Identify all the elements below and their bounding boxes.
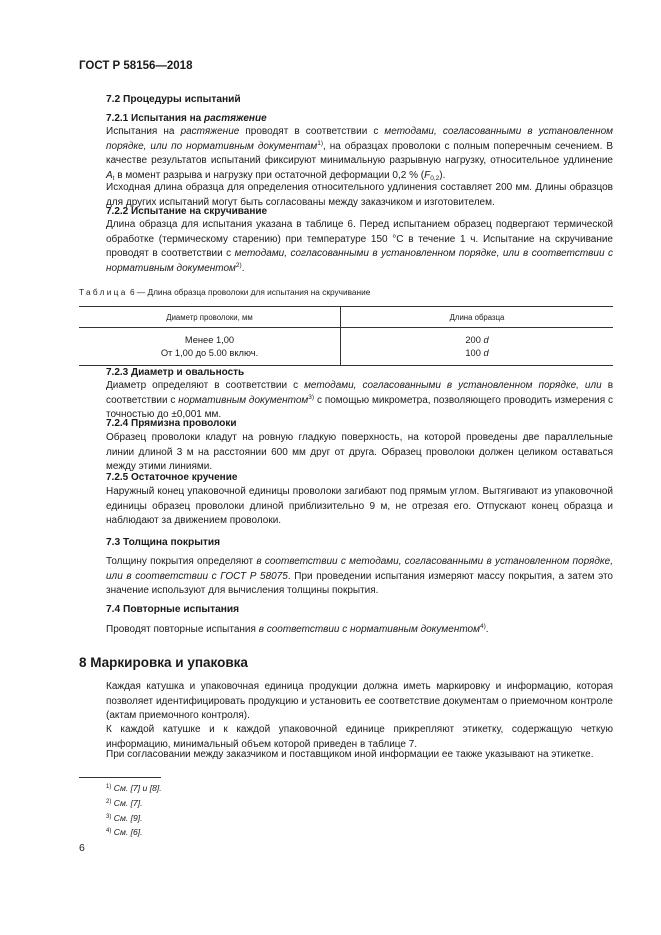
section-7-2-5-paragraph: Наружный конец упаковочной единицы проволоки загибают под прямым углом. Вытягивают из упаковочной единицы образец проволоки длиной приблизительно 9 м, не отрезая его. Отпускают конец образца и наблюдают за движением проволоки. xyxy=(106,486,613,526)
section-7-2-1-heading: 7.2.1 Испытания на растяжение xyxy=(106,113,267,124)
section-8-heading: 8 Маркировка и упаковка xyxy=(79,655,248,670)
section-7-2-4-paragraph: Образец проволоки кладут на ровную гладкую поверхность, на которой проведены две параллельные линии длиной 3 м на расстоянии 600 мм друг от друга. Образец проволоки должен целиком оставаться между этими линиями. xyxy=(106,432,613,472)
col-header-diameter: Диаметр проволоки, мм xyxy=(79,307,341,328)
table-header-row xyxy=(79,307,613,328)
section-8-paragraph-3: При согласовании между заказчиком и поставщиком иной информации ее также указывают на этикетке. xyxy=(106,749,594,760)
col-header-length: Длина образца xyxy=(341,307,614,328)
footnote-3: $^{3)}$ См. [9]. xyxy=(106,813,143,823)
section-8-paragraph-2: К каждой катушке и к каждой упаковочной единице прикрепляют этикетку, содержащую четкую информацию, минимальный объем которой приведен в таблице 7. xyxy=(106,724,613,750)
section-7-3-heading: 7.3 Толщина покрытия xyxy=(106,537,221,548)
section-7-2-4-heading: 7.2.4 Прямизна проволоки xyxy=(106,418,237,429)
table-6-caption: Таблица 6 — Длина образца проволоки для испытания на скручивание xyxy=(79,287,371,297)
section-8-paragraph-1: Каждая катушка и упаковочная единица продукции должна иметь маркировку и информацию, которая позволяет идентифицировать продукцию и установить ее соответствие документам о приемочном контроле (актам приемочного контроля). xyxy=(106,681,613,721)
section-7-2-3-paragraph: Диаметр определяют в соответствии с методами, согласованными в установленном порядке, или в соответствии с нормативным документом$^{3)}$ с помощью микрометра, позволяющего проводить измерения с точностью до ±0,001 мм. xyxy=(106,380,614,420)
section-7-2-heading: 7.2 Процедуры испытаний xyxy=(106,94,241,105)
footnote-1: $^{1)}$ См. [7] и [8]. xyxy=(106,783,162,793)
table-row xyxy=(79,328,613,366)
section-7-4-heading: 7.4 Повторные испытания xyxy=(106,604,240,615)
section-7-2-2-heading: 7.2.2 Испытание на скручивание xyxy=(106,206,268,217)
section-7-2-5-heading: 7.2.5 Остаточное кручение xyxy=(106,472,238,483)
section-7-2-1-paragraph-1: Испытания на растяжение проводят в соответствии с методами, согласованными в установленном порядке, или по нормативным документам$^{1)}$, на образцах проволоки с полным поперечным сечением. В качестве результатов испытаний фиксируют минимальную разрывную нагрузку, относительное удлинение $A_t$ в момент разрыва и нагрузку при остаточной деформации 0,2 % $(F_{0,2})$. xyxy=(106,126,614,182)
section-7-2-1-paragraph-2: Исходная длина образца для определения относительного удлинения составляет 200 мм. Длины образцов для других испытаний могут быть согласованы между заказчиком и изготовителем. xyxy=(106,182,613,208)
section-7-2-2-paragraph: Длина образца для испытания указана в таблице 6. Перед испытанием образец подвергают термической обработке (термическому старению) при температуре 150 °С в течение 1 ч. Испытание на скручивание проводят в соответствии с методами, согласованными в установленном порядке, или в соответствии с нормативным документом$^{2)}$. xyxy=(106,219,613,274)
footnote-separator xyxy=(79,777,161,778)
footnote-4: $^{4)}$ См. [6]. xyxy=(106,827,143,837)
table-cell-lengths: 200 d 100 d xyxy=(341,328,614,366)
section-7-4-paragraph: Проводят повторные испытания в соответствии с нормативным документом$^{4)}$. xyxy=(106,623,489,635)
section-7-3-paragraph: Толщину покрытия определяют в соответствии с методами, согласованными в установленном порядке, или в соответствии с ГОСТ Р 58075. При проведении испытания измеряют массу покрытия, а затем это значение используют для вычисления толщины покрытия. xyxy=(106,556,613,596)
document-header: ГОСТ Р 58156—2018 xyxy=(79,60,193,72)
table-6 xyxy=(79,306,613,366)
page-number: 6 xyxy=(79,842,85,854)
section-7-2-3-heading: 7.2.3 Диаметр и овальность xyxy=(106,367,245,378)
footnote-2: $^{2)}$ См. [7]. xyxy=(106,798,143,808)
table-cell-diameters: Менее 1,00 От 1,00 до 5.00 включ. xyxy=(79,328,341,366)
